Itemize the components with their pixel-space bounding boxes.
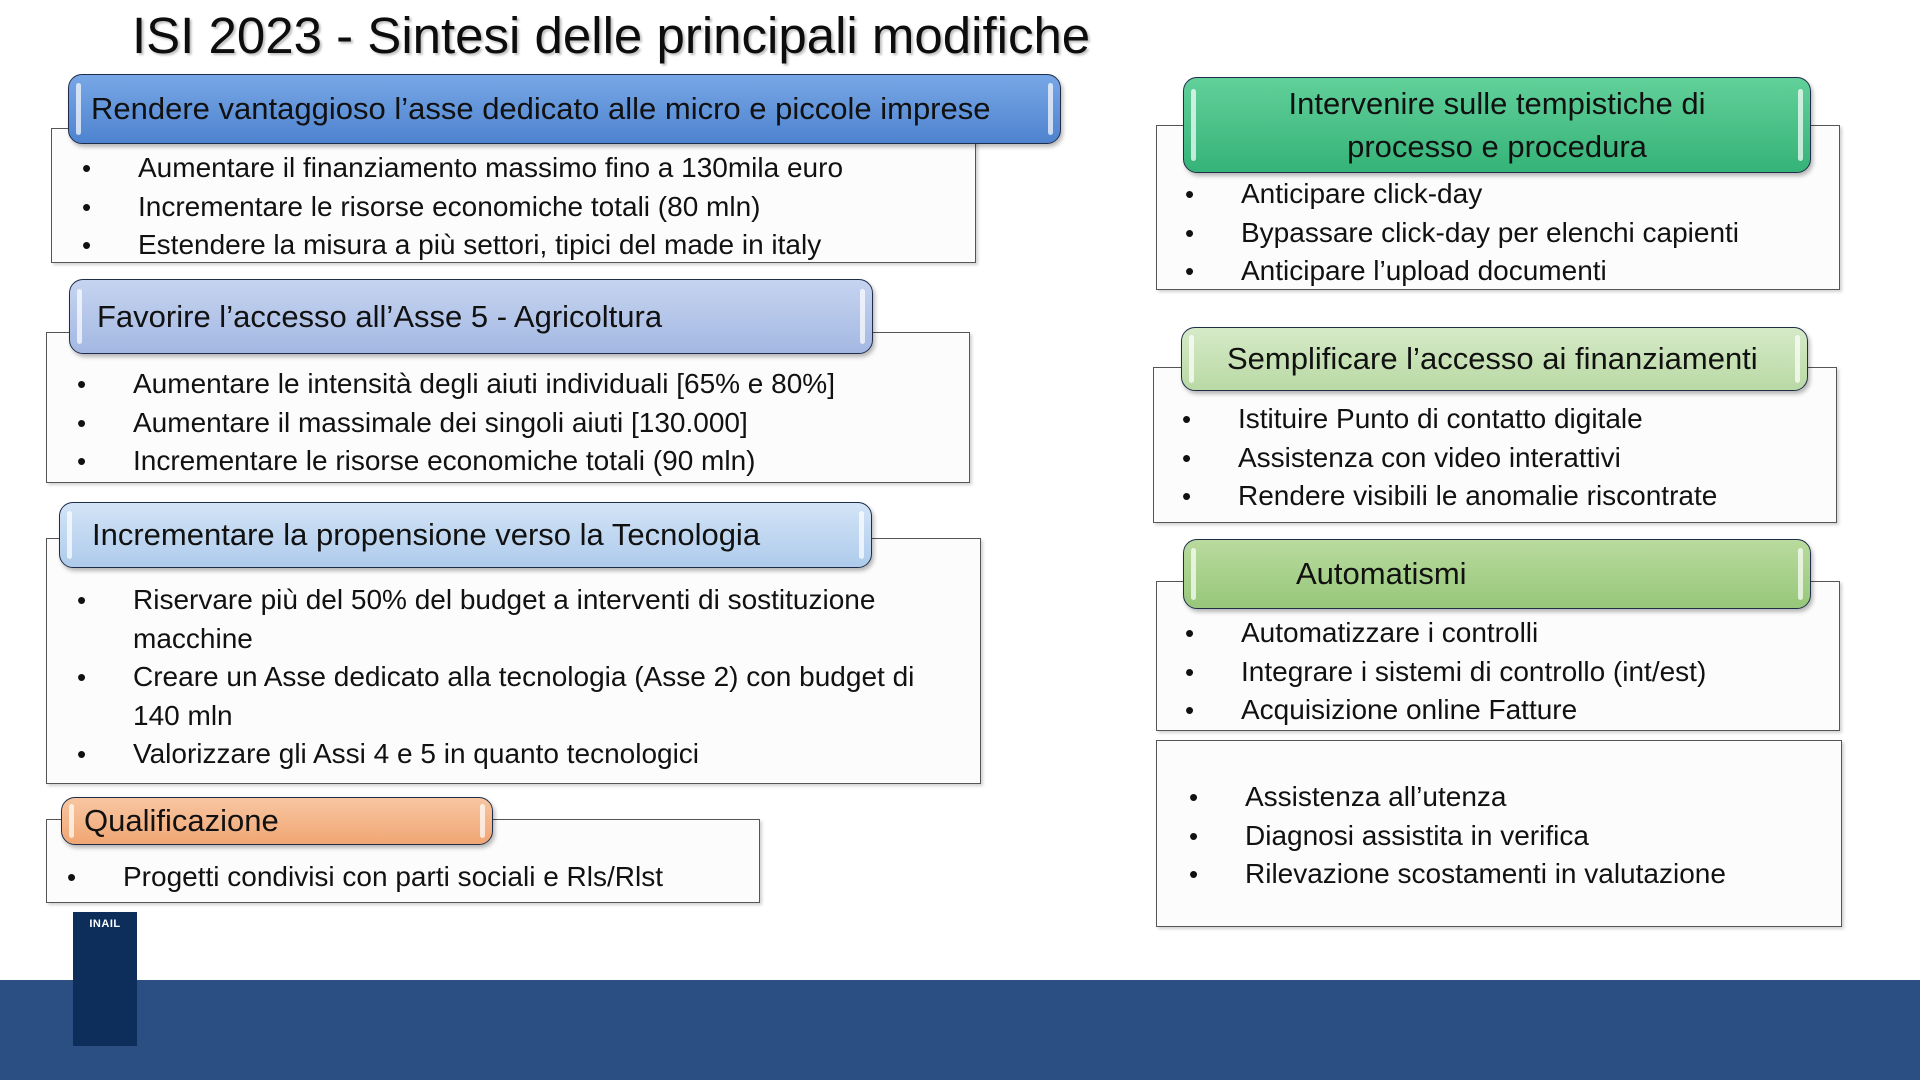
qualificazione-header: Qualificazione <box>61 797 493 845</box>
list-item: • Valorizzare gli Assi 4 e 5 in quanto tecnologici <box>77 735 947 774</box>
list-item: • Aumentare le intensità degli aiuti individuali [65% e 80%] <box>77 365 835 404</box>
list-item: • Rendere visibili le anomalie riscontrate <box>1182 477 1717 516</box>
micro-imprese-header: Rendere vantaggioso l’asse dedicato alle micro e piccole imprese <box>68 74 1061 144</box>
list-item: • Assistenza all’utenza <box>1189 778 1726 817</box>
list-item: • Assistenza con video interattivi <box>1182 439 1717 478</box>
tempistiche-header: Intervenire sulle tempistiche di processo e procedura <box>1183 77 1811 173</box>
tempistiche-list <box>1185 175 1739 291</box>
list-item: • Bypassare click-day per elenchi capienti <box>1185 214 1739 253</box>
micro-imprese-box <box>51 128 976 263</box>
agricoltura-header: Favorire l’accesso all’Asse 5 - Agricoltura <box>69 279 873 354</box>
list-item: • Incrementare le risorse economiche totali (80 mln) <box>82 188 843 227</box>
tecnologia-list <box>77 581 947 774</box>
inail-logo <box>73 912 137 1046</box>
list-item: • Acquisizione online Fatture <box>1185 691 1706 730</box>
logo-text: INAIL <box>89 918 121 930</box>
list-item: • Creare un Asse dedicato alla tecnologia (Asse 2) con budget di 140 mln <box>77 658 947 735</box>
automatismi-header: Automatismi <box>1183 539 1811 609</box>
tecnologia-header: Incrementare la propensione verso la Tecnologia <box>59 502 872 568</box>
list-item: • Diagnosi assistita in verifica <box>1189 817 1726 856</box>
list-item: • Aumentare il finanziamento massimo fino a 130mila euro <box>82 149 843 188</box>
list-item: • Rilevazione scostamenti in valutazione <box>1189 855 1726 894</box>
list-item: • Automatizzare i controlli <box>1185 614 1706 653</box>
list-item: • Riservare più del 50% del budget a interventi di sostituzione macchine <box>77 581 947 658</box>
list-item: • Anticipare l’upload documenti <box>1185 252 1739 291</box>
semplificare-list <box>1182 400 1717 516</box>
automatismi-list <box>1185 614 1706 730</box>
footer-band <box>0 980 1920 1080</box>
list-item: • Estendere la misura a più settori, tipici del made in italy <box>82 226 843 265</box>
agricoltura-box <box>46 332 970 483</box>
list-item: • Istituire Punto di contatto digitale <box>1182 400 1717 439</box>
list-item: • Anticipare click-day <box>1185 175 1739 214</box>
micro-imprese-list <box>82 149 843 265</box>
assistenza-box <box>1156 740 1842 927</box>
tecnologia-box <box>46 538 981 784</box>
list-item: • Aumentare il massimale dei singoli aiuti [130.000] <box>77 404 835 443</box>
agricoltura-list <box>77 365 835 481</box>
list-item: • Incrementare le risorse economiche totali (90 mln) <box>77 442 835 481</box>
assistenza-list <box>1189 778 1726 894</box>
list-item: • Integrare i sistemi di controllo (int/est) <box>1185 653 1706 692</box>
list-item: • Progetti condivisi con parti sociali e Rls/Rlst <box>67 858 663 897</box>
page-title: ISI 2023 - Sintesi delle principali modifiche <box>132 7 1091 64</box>
semplificare-header: Semplificare l’accesso ai finanziamenti <box>1181 327 1808 391</box>
qualificazione-list <box>67 858 663 897</box>
